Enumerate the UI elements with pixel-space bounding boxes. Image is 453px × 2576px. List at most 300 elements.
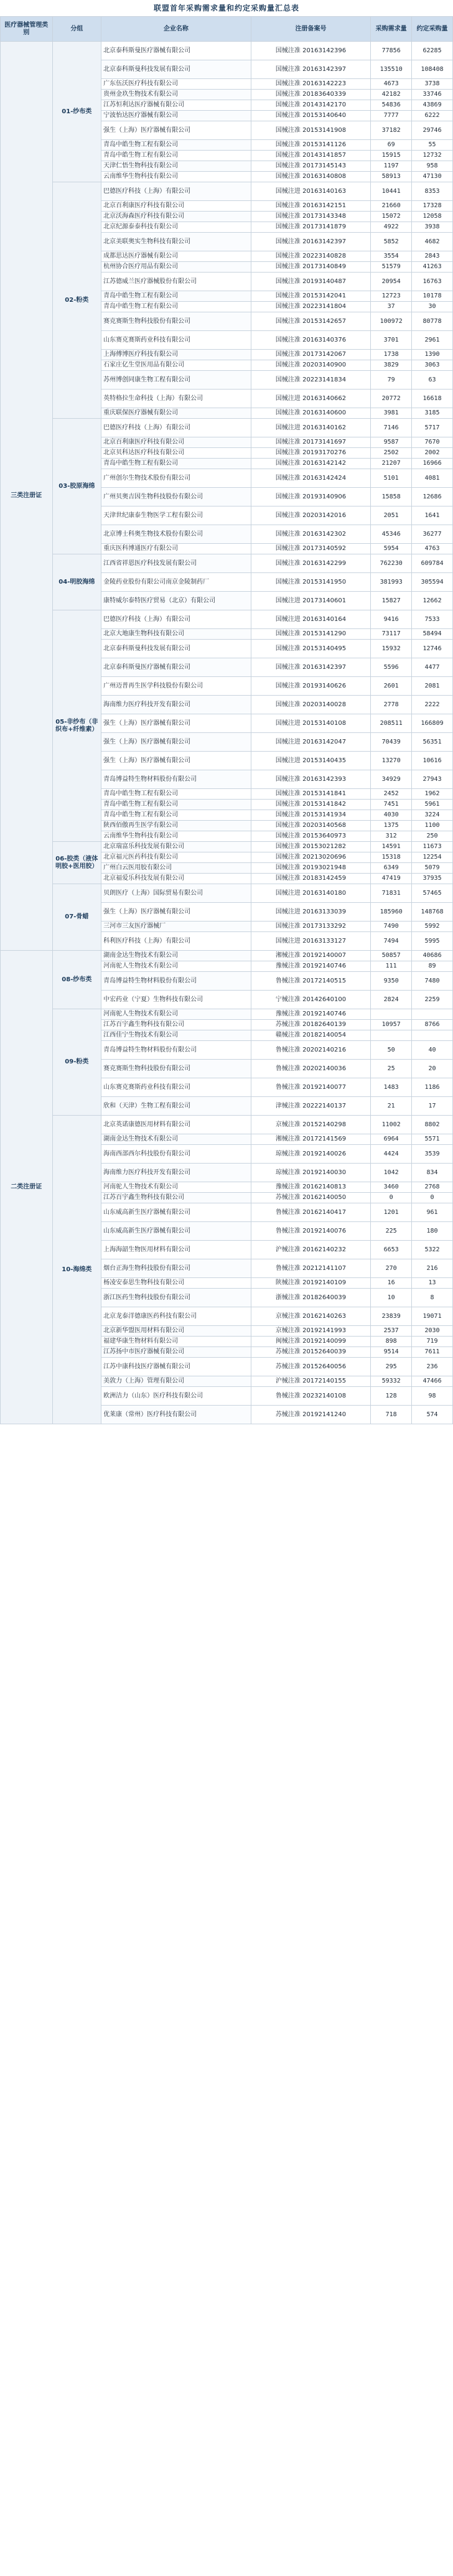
group-cell: 07-骨蜡 xyxy=(52,884,101,951)
agreed-cell: 3938 xyxy=(412,222,453,233)
registration-cell: 国械注准 20163142397 xyxy=(251,60,371,79)
demand-cell: 11002 xyxy=(371,1116,412,1134)
company-cell: 广州迈普再生医学科技股份有限公司 xyxy=(101,677,251,696)
registration-cell: 豫械注准 20192140746 xyxy=(251,1009,371,1020)
registration-cell: 国械注准 20163142397 xyxy=(251,658,371,677)
demand-cell xyxy=(371,1009,412,1020)
table-row xyxy=(1,842,453,852)
company-cell: 强生（上海）医疗器械有限公司 xyxy=(101,121,251,140)
company-cell: 海南西部西尔科技股份有限公司 xyxy=(101,1145,251,1164)
group-cell: 03-胶原海绵 xyxy=(52,419,101,554)
agreed-cell: 1390 xyxy=(412,350,453,360)
table-row xyxy=(1,42,453,60)
registration-cell: 国械注准 20173141697 xyxy=(251,437,371,448)
agreed-cell xyxy=(412,1030,453,1041)
agreed-cell: 29746 xyxy=(412,121,453,140)
company-cell: 北京新华盟医用材料有限公司 xyxy=(101,1326,251,1337)
demand-cell: 15072 xyxy=(371,212,412,222)
agreed-cell: 8353 xyxy=(412,182,453,201)
agreed-cell: 27943 xyxy=(412,770,453,789)
table-row xyxy=(1,610,453,629)
registration-cell: 苏械注准 20182640139 xyxy=(251,1020,371,1030)
demand-cell: 12723 xyxy=(371,291,412,302)
registration-cell: 京械注准 20192141993 xyxy=(251,1326,371,1337)
agreed-cell: 43869 xyxy=(412,100,453,111)
company-cell: 青岛中皓生物工程有限公司 xyxy=(101,140,251,151)
company-cell: 山东威高新生医疗器械有限公司 xyxy=(101,1222,251,1241)
agreed-cell: 3063 xyxy=(412,360,453,371)
company-cell: 江苏中康科技医疗器械有限公司 xyxy=(101,1358,251,1376)
registration-cell: 国械注准 20193140487 xyxy=(251,273,371,291)
registration-cell: 国械注准 20213020696 xyxy=(251,852,371,863)
demand-cell: 10957 xyxy=(371,1020,412,1030)
demand-cell: 0 xyxy=(371,1193,412,1203)
agreed-cell: 30 xyxy=(412,302,453,312)
demand-cell: 2452 xyxy=(371,789,412,800)
registration-cell: 京械注准 20152140298 xyxy=(251,1116,371,1134)
agreed-cell: 33746 xyxy=(412,90,453,100)
demand-cell: 37182 xyxy=(371,121,412,140)
company-cell: 贝朗医疗（上海）国际贸易有限公司 xyxy=(101,884,251,903)
demand-cell: 2051 xyxy=(371,506,412,525)
company-cell: 广州创尔生物技术股份有限公司 xyxy=(101,469,251,488)
registration-cell: 国械注准 20163142223 xyxy=(251,79,371,90)
demand-cell: 295 xyxy=(371,1358,412,1376)
registration-cell: 鲁械注准 20162140417 xyxy=(251,1203,371,1222)
company-cell: 海南维力医疗科技开发有限公司 xyxy=(101,1164,251,1182)
demand-cell: 7451 xyxy=(371,800,412,810)
registration-cell: 国械注进 20163140180 xyxy=(251,884,371,903)
registration-cell: 国械注准 20193140626 xyxy=(251,677,371,696)
agreed-cell: 236 xyxy=(412,1358,453,1376)
registration-cell: 国械注准 20203140568 xyxy=(251,821,371,831)
registration-cell: 国械注准 20143142170 xyxy=(251,100,371,111)
agreed-cell: 166809 xyxy=(412,714,453,733)
company-cell: 青岛中皓生物工程有限公司 xyxy=(101,459,251,469)
agreed-cell: 89 xyxy=(412,961,453,972)
agreed-cell: 16966 xyxy=(412,459,453,469)
company-cell: 石家庄亿生堂医用品有限公司 xyxy=(101,360,251,371)
company-cell: 优莱康（常州）医疗科技有限公司 xyxy=(101,1406,251,1424)
registration-cell: 鲁械注准 20212141107 xyxy=(251,1259,371,1278)
registration-cell: 宁械注准 20142640100 xyxy=(251,991,371,1009)
company-cell: 赛克赛斯生物科技股份有限公司 xyxy=(101,312,251,331)
registration-cell: 国械注准 20143141857 xyxy=(251,151,371,161)
company-cell: 杨凌安泰思生物科技有限公司 xyxy=(101,1278,251,1289)
company-cell: 福建华康生物材料有限公司 xyxy=(101,1337,251,1347)
company-cell: 北京沃海森医疗科技有限公司 xyxy=(101,212,251,222)
header-registration: 注册备案号 xyxy=(251,17,371,42)
agreed-cell: 0 xyxy=(412,1193,453,1203)
demand-cell: 762230 xyxy=(371,554,412,573)
company-cell: 重庆联保医疗器械有限公司 xyxy=(101,408,251,419)
demand-cell: 270 xyxy=(371,1259,412,1278)
registration-cell: 国械注进 20163140162 xyxy=(251,419,371,437)
demand-cell: 4922 xyxy=(371,222,412,233)
company-cell: 北京福爱乐科技发展有限公司 xyxy=(101,874,251,884)
demand-cell: 9350 xyxy=(371,972,412,991)
demand-cell: 225 xyxy=(371,1222,412,1241)
company-cell: 河南驼人生物技术有限公司 xyxy=(101,1182,251,1193)
agreed-cell: 57465 xyxy=(412,884,453,903)
registration-cell: 鲁械注准 20172140515 xyxy=(251,972,371,991)
agreed-cell: 961 xyxy=(412,1203,453,1222)
demand-cell: 34929 xyxy=(371,770,412,789)
company-cell: 北京瑞富乐科技发展有限公司 xyxy=(101,842,251,852)
agreed-cell: 12058 xyxy=(412,212,453,222)
company-cell: 上海傅博医疗科技有限公司 xyxy=(101,350,251,360)
agreed-cell: 3224 xyxy=(412,810,453,821)
demand-cell: 135510 xyxy=(371,60,412,79)
registration-cell: 鲁械注准 20202140036 xyxy=(251,1060,371,1078)
registration-cell: 国械注准 20153141908 xyxy=(251,121,371,140)
company-cell: 天津仁悟生物科技有限公司 xyxy=(101,161,251,172)
demand-cell: 58913 xyxy=(371,172,412,182)
demand-cell: 111 xyxy=(371,961,412,972)
demand-cell: 5596 xyxy=(371,658,412,677)
demand-cell: 6653 xyxy=(371,1241,412,1259)
demand-cell: 1197 xyxy=(371,161,412,172)
registration-cell: 国械注进 20163140163 xyxy=(251,182,371,201)
demand-cell: 7490 xyxy=(371,922,412,932)
company-cell: 广州贝奥吉因生物科技股份有限公司 xyxy=(101,488,251,506)
agreed-cell: 20 xyxy=(412,1060,453,1078)
company-cell: 湖南金达生物技术有限公司 xyxy=(101,1134,251,1145)
company-cell: 青岛博益特生物材料股份有限公司 xyxy=(101,770,251,789)
registration-cell: 国械注准 20163142142 xyxy=(251,459,371,469)
group-cell: 01-纱布类 xyxy=(52,42,101,182)
agreed-cell: 180 xyxy=(412,1222,453,1241)
company-cell: 杭州协合医疗用品有限公司 xyxy=(101,262,251,273)
agreed-cell: 7670 xyxy=(412,437,453,448)
registration-cell: 国械注准 20163142396 xyxy=(251,42,371,60)
agreed-cell: 5322 xyxy=(412,1241,453,1259)
demand-cell: 208511 xyxy=(371,714,412,733)
agreed-cell: 12732 xyxy=(412,151,453,161)
agreed-cell: 36277 xyxy=(412,525,453,544)
agreed-cell: 2768 xyxy=(412,1182,453,1193)
registration-cell: 国械注准 20163142151 xyxy=(251,201,371,212)
group-cell: 04-明胶海绵 xyxy=(52,554,101,610)
company-cell: 江苏恒利达医疗器械有限公司 xyxy=(101,100,251,111)
demand-cell: 6964 xyxy=(371,1134,412,1145)
agreed-cell: 1962 xyxy=(412,789,453,800)
demand-cell: 1483 xyxy=(371,1078,412,1097)
demand-cell: 10441 xyxy=(371,182,412,201)
registration-cell: 苏械注准 20152640056 xyxy=(251,1358,371,1376)
company-cell: 科利医疗科技（上海）有限公司 xyxy=(101,932,251,951)
company-cell: 北京百利康医疗科技有限公司 xyxy=(101,437,251,448)
agreed-cell: 2259 xyxy=(412,991,453,1009)
demand-cell: 100972 xyxy=(371,312,412,331)
company-cell: 青岛中皓生物工程有限公司 xyxy=(101,789,251,800)
company-cell: 山东赛克赛斯药业科技有限公司 xyxy=(101,1078,251,1097)
company-cell: 山东威高新生医疗器械有限公司 xyxy=(101,1203,251,1222)
registration-cell: 陕械注准 20192140109 xyxy=(251,1278,371,1289)
demand-cell: 51579 xyxy=(371,262,412,273)
demand-cell: 3981 xyxy=(371,408,412,419)
header-demand: 采购需求量 xyxy=(371,17,412,42)
agreed-cell: 1100 xyxy=(412,821,453,831)
company-cell: 北京纪源泰泰科技有限公司 xyxy=(101,222,251,233)
company-cell: 江西省祥恩医疗科技发展有限公司 xyxy=(101,554,251,573)
registration-cell: 国械注准 20203140900 xyxy=(251,360,371,371)
agreed-cell: 7480 xyxy=(412,972,453,991)
agreed-cell: 12686 xyxy=(412,488,453,506)
demand-cell: 9587 xyxy=(371,437,412,448)
registration-cell: 国械注进 20163140164 xyxy=(251,610,371,629)
registration-cell: 国械注准 20163142302 xyxy=(251,525,371,544)
agreed-cell: 13 xyxy=(412,1278,453,1289)
header-company: 企业名称 xyxy=(101,17,251,42)
demand-cell: 3554 xyxy=(371,251,412,262)
registration-cell: 鲁械注准 20192140076 xyxy=(251,1222,371,1241)
demand-cell: 6349 xyxy=(371,863,412,874)
group-cell: 02-粉类 xyxy=(52,182,101,419)
company-cell: 陕西佰傲再生医学有限公司 xyxy=(101,821,251,831)
group-cell: 05-非纱布（非织布+纤维素） xyxy=(52,610,101,842)
registration-cell: 苏械注准 20162140050 xyxy=(251,1193,371,1203)
demand-cell: 50857 xyxy=(371,951,412,961)
registration-cell: 闽械注准 20192140099 xyxy=(251,1337,371,1347)
agreed-cell: 2222 xyxy=(412,696,453,714)
registration-cell: 国械注准 20153140640 xyxy=(251,111,371,121)
agreed-cell: 16618 xyxy=(412,390,453,408)
registration-cell: 国械注进 20163140662 xyxy=(251,390,371,408)
agreed-cell: 40 xyxy=(412,1041,453,1060)
registration-cell: 国械注准 20153141841 xyxy=(251,789,371,800)
demand-cell: 25 xyxy=(371,1060,412,1078)
demand-cell: 128 xyxy=(371,1387,412,1406)
registration-cell: 鲁械注准 20192140077 xyxy=(251,1078,371,1097)
registration-cell: 国械注准 20153141842 xyxy=(251,800,371,810)
table-body xyxy=(1,42,453,1424)
agreed-cell: 11673 xyxy=(412,842,453,852)
registration-cell: 国械注准 20163142393 xyxy=(251,770,371,789)
registration-cell: 国械注准 20223141834 xyxy=(251,371,371,390)
company-cell: 海南维力医疗科技开发有限公司 xyxy=(101,696,251,714)
agreed-cell: 7611 xyxy=(412,1347,453,1358)
group-cell: 09-粉类 xyxy=(52,1009,101,1116)
page-title: 联盟首年采购需求量和约定采购量汇总表 xyxy=(153,4,299,12)
demand-cell: 10 xyxy=(371,1289,412,1307)
registration-cell: 湘械注准 20172141569 xyxy=(251,1134,371,1145)
company-cell: 赛克赛斯生物科技股份有限公司 xyxy=(101,1060,251,1078)
group-cell: 06-胶类（液体明胶+医用胶） xyxy=(52,842,101,884)
demand-cell: 898 xyxy=(371,1337,412,1347)
demand-cell: 79 xyxy=(371,371,412,390)
company-cell: 强生（上海）医疗器械有限公司 xyxy=(101,714,251,733)
registration-cell: 琼械注准 20192140030 xyxy=(251,1164,371,1182)
agreed-cell: 98 xyxy=(412,1387,453,1406)
company-cell: 北京百利康医疗科技有限公司 xyxy=(101,201,251,212)
agreed-cell: 40686 xyxy=(412,951,453,961)
company-cell: 欣和（天津）生物工程有限公司 xyxy=(101,1097,251,1116)
agreed-cell: 12662 xyxy=(412,592,453,610)
registration-cell: 国械注准 20163142397 xyxy=(251,233,371,251)
demand-cell: 1042 xyxy=(371,1164,412,1182)
company-cell: 北京福元医药科技有限公司 xyxy=(101,852,251,863)
demand-cell: 2778 xyxy=(371,696,412,714)
demand-cell: 1375 xyxy=(371,821,412,831)
demand-cell: 45346 xyxy=(371,525,412,544)
agreed-cell: 16763 xyxy=(412,273,453,291)
company-cell: 北京泰科斯曼科技发展有限公司 xyxy=(101,640,251,658)
agreed-cell: 148768 xyxy=(412,903,453,922)
registration-cell: 鲁械注准 20202140216 xyxy=(251,1041,371,1060)
registration-cell: 沪械注准 20172140155 xyxy=(251,1376,371,1387)
company-cell: 北京泰科斯曼医疗器械有限公司 xyxy=(101,42,251,60)
company-cell: 北京龙泰洋德康医药科技有限公司 xyxy=(101,1307,251,1326)
demand-cell: 15827 xyxy=(371,592,412,610)
demand-cell: 3829 xyxy=(371,360,412,371)
company-cell: 青岛中皓生物工程有限公司 xyxy=(101,151,251,161)
registration-cell: 琼械注准 20192140026 xyxy=(251,1145,371,1164)
agreed-cell: 7533 xyxy=(412,610,453,629)
company-cell: 北京英诺康德医用材料有限公司 xyxy=(101,1116,251,1134)
company-cell: 英特格拉生命科技（上海）有限公司 xyxy=(101,390,251,408)
table-row xyxy=(1,419,453,437)
company-cell: 成都思达医疗器械有限公司 xyxy=(101,251,251,262)
registration-cell: 国械注准 20203142016 xyxy=(251,506,371,525)
demand-cell: 7494 xyxy=(371,932,412,951)
company-cell: 上海海韶生物医用材料有限公司 xyxy=(101,1241,251,1259)
demand-cell: 20954 xyxy=(371,273,412,291)
agreed-cell: 609784 xyxy=(412,554,453,573)
registration-cell: 鲁械注准 20232140108 xyxy=(251,1387,371,1406)
agreed-cell: 958 xyxy=(412,161,453,172)
demand-cell: 5954 xyxy=(371,544,412,554)
agreed-cell: 8802 xyxy=(412,1116,453,1134)
company-cell: 青岛中皓生物工程有限公司 xyxy=(101,810,251,821)
demand-cell: 381993 xyxy=(371,573,412,592)
agreed-cell: 58494 xyxy=(412,629,453,640)
demand-cell: 185960 xyxy=(371,903,412,922)
company-cell: 青岛博益特生物材料股份有限公司 xyxy=(101,972,251,991)
table-row xyxy=(1,554,453,573)
registration-cell: 国械注准 20173142067 xyxy=(251,350,371,360)
demand-cell: 9514 xyxy=(371,1347,412,1358)
demand-cell: 59332 xyxy=(371,1376,412,1387)
registration-cell: 国械注准 20163140376 xyxy=(251,331,371,350)
company-cell: 重庆医科博通医疗有限公司 xyxy=(101,544,251,554)
registration-cell: 国械注准 20173145143 xyxy=(251,161,371,172)
demand-cell: 71831 xyxy=(371,884,412,903)
agreed-cell: 5961 xyxy=(412,800,453,810)
registration-cell: 豫械注准 20192140746 xyxy=(251,961,371,972)
company-cell: 北京博士科奥生物技术股份有限公司 xyxy=(101,525,251,544)
agreed-cell xyxy=(412,1009,453,1020)
demand-cell: 70439 xyxy=(371,733,412,752)
registration-cell: 国械注准 20163140600 xyxy=(251,408,371,419)
demand-cell: 718 xyxy=(371,1406,412,1424)
registration-cell: 国械注进 20163142047 xyxy=(251,733,371,752)
company-cell: 山东赛克赛斯药业科技有限公司 xyxy=(101,331,251,350)
agreed-cell: 4477 xyxy=(412,658,453,677)
company-cell: 贵州金玖生物技术有限公司 xyxy=(101,90,251,100)
registration-cell: 国械注准 20163140808 xyxy=(251,172,371,182)
registration-cell: 浙械注准 20182640039 xyxy=(251,1289,371,1307)
agreed-cell: 5571 xyxy=(412,1134,453,1145)
demand-cell: 69 xyxy=(371,140,412,151)
company-cell: 河南驼人生物技术有限公司 xyxy=(101,961,251,972)
registration-cell: 国械注进 20173140601 xyxy=(251,592,371,610)
agreed-cell: 1641 xyxy=(412,506,453,525)
demand-cell: 42182 xyxy=(371,90,412,100)
registration-cell: 国械注准 20153142041 xyxy=(251,291,371,302)
demand-cell: 13270 xyxy=(371,752,412,770)
agreed-cell: 2081 xyxy=(412,677,453,696)
registration-cell: 国械注进 20153140435 xyxy=(251,752,371,770)
registration-cell: 豫械注准 20162140813 xyxy=(251,1182,371,1193)
registration-cell: 国械注准 20153141950 xyxy=(251,573,371,592)
company-cell: 天津世纪康泰生物医学工程有限公司 xyxy=(101,506,251,525)
demand-cell: 1201 xyxy=(371,1203,412,1222)
company-cell: 北京泰科斯曼医疗器械有限公司 xyxy=(101,658,251,677)
company-cell: 宁波怡达医疗器械有限公司 xyxy=(101,111,251,121)
company-cell: 金陵药业股份有限公司南京金陵制药厂 xyxy=(101,573,251,592)
agreed-cell: 5992 xyxy=(412,922,453,932)
registration-cell: 国械注准 20153141126 xyxy=(251,140,371,151)
agreed-cell: 19071 xyxy=(412,1307,453,1326)
company-cell: 美敦力（上海）管理有限公司 xyxy=(101,1376,251,1387)
company-cell: 强生（上海）医疗器械有限公司 xyxy=(101,752,251,770)
registration-cell: 苏械注准 20152640039 xyxy=(251,1347,371,1358)
group-cell: 08-纱布类 xyxy=(52,951,101,1009)
registration-cell: 国械注进 20163133039 xyxy=(251,903,371,922)
agreed-cell: 5995 xyxy=(412,932,453,951)
demand-cell: 312 xyxy=(371,831,412,842)
demand-cell: 21 xyxy=(371,1097,412,1116)
demand-cell: 2601 xyxy=(371,677,412,696)
demand-cell: 4424 xyxy=(371,1145,412,1164)
company-cell: 强生（上海）医疗器械有限公司 xyxy=(101,733,251,752)
table-row xyxy=(1,1009,453,1020)
agreed-cell: 4763 xyxy=(412,544,453,554)
demand-cell: 5101 xyxy=(371,469,412,488)
company-cell: 江西佳宁生物技术有限公司 xyxy=(101,1030,251,1041)
agreed-cell: 47466 xyxy=(412,1376,453,1387)
company-cell: 北京贝科达医疗科技有限公司 xyxy=(101,448,251,459)
agreed-cell: 834 xyxy=(412,1164,453,1182)
registration-cell: 国械注进 20153140108 xyxy=(251,714,371,733)
demand-cell: 73117 xyxy=(371,629,412,640)
demand-cell: 7146 xyxy=(371,419,412,437)
table-row xyxy=(1,1116,453,1134)
registration-cell: 国械注准 20163142299 xyxy=(251,554,371,573)
company-cell: 巴德医疗科技（上海）有限公司 xyxy=(101,419,251,437)
agreed-cell: 55 xyxy=(412,140,453,151)
agreed-cell: 3539 xyxy=(412,1145,453,1164)
company-cell: 烟台正海生物科技股份有限公司 xyxy=(101,1259,251,1278)
group-cell: 10-海绵类 xyxy=(52,1116,101,1424)
agreed-cell: 12254 xyxy=(412,852,453,863)
demand-cell: 77856 xyxy=(371,42,412,60)
registration-cell: 国械注准 20153021282 xyxy=(251,842,371,852)
registration-cell: 国械注准 20173141879 xyxy=(251,222,371,233)
registration-cell: 国械注准 20153640973 xyxy=(251,831,371,842)
company-cell: 湖南金达生物技术有限公司 xyxy=(101,951,251,961)
agreed-cell: 250 xyxy=(412,831,453,842)
company-cell: 江苏百宇鑫生物科技有限公司 xyxy=(101,1193,251,1203)
company-cell: 北京大地康生物科技有限公司 xyxy=(101,629,251,640)
agreed-cell: 4081 xyxy=(412,469,453,488)
registration-cell: 国械注准 20153141934 xyxy=(251,810,371,821)
agreed-cell: 63 xyxy=(412,371,453,390)
agreed-cell: 1186 xyxy=(412,1078,453,1097)
company-cell: 江苏德威兰医疗器械股份有限公司 xyxy=(101,273,251,291)
company-cell: 强生（上海）医疗器械有限公司 xyxy=(101,903,251,922)
